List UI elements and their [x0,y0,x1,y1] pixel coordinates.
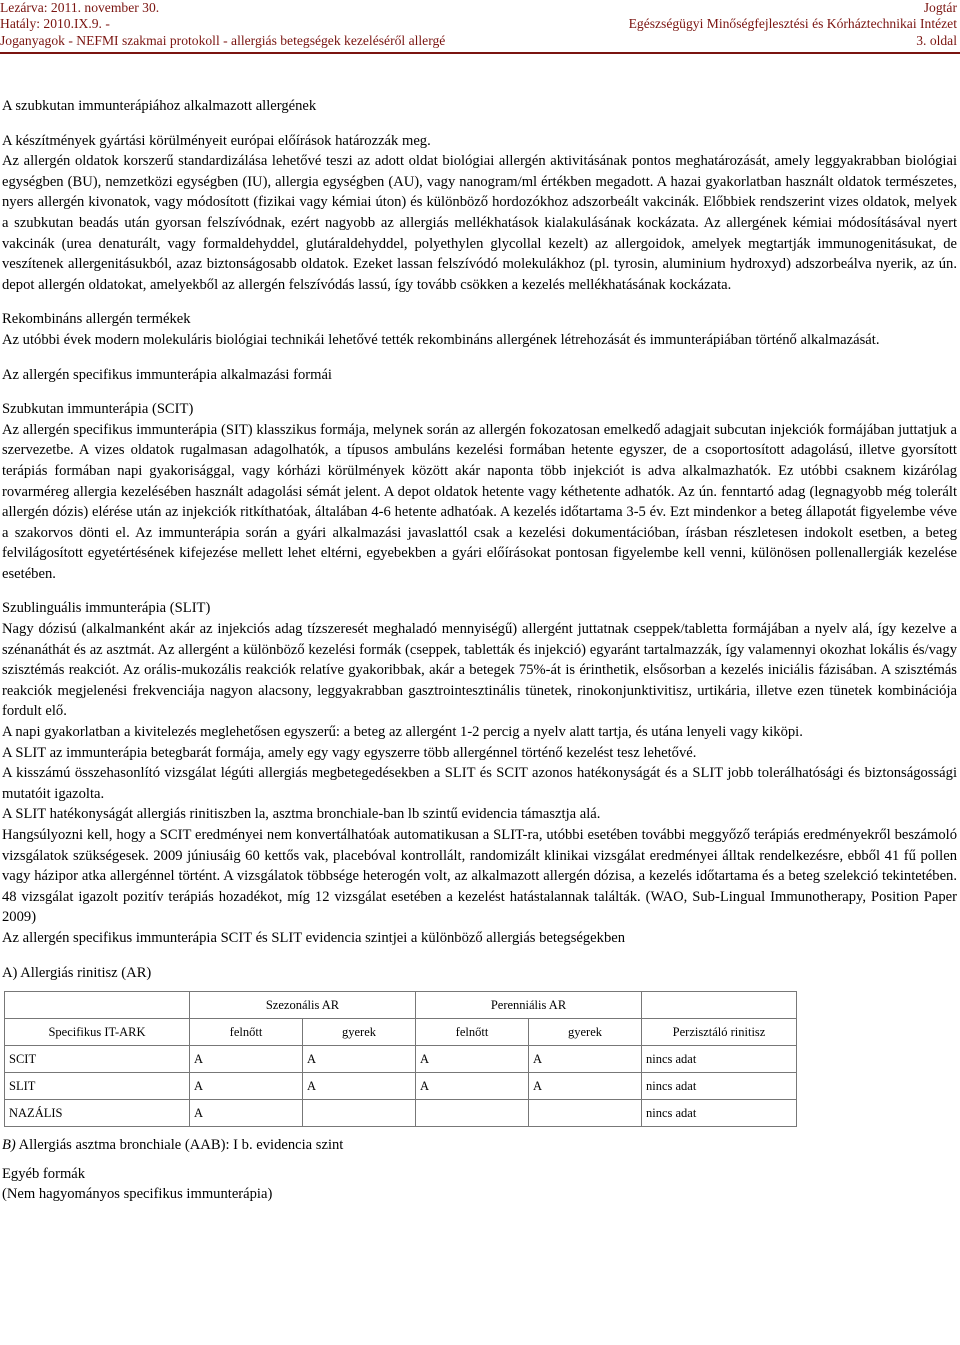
document-body [2,96,957,1205]
table-group-header-seasonal: Szezonális AR [190,992,416,1019]
evidence-table [4,991,797,1127]
table-cell: nincs adat [642,1046,797,1073]
table-cell [5,992,190,1019]
section-title-recombinant: Rekombináns allergén termékek [2,311,191,328]
section-title-allergens: A szubkutan immunterápiához alkalmazott allergének [2,98,317,114]
table-cell: A [416,1073,529,1100]
table-header-row [5,1019,797,1046]
header-divider [0,52,960,54]
header-publisher: Jogtár [923,0,957,15]
table-header-cell: felnőtt [416,1019,529,1046]
paragraph-scit: Az allergén specifikus immunterápia (SIT) klasszikus formája, melynek során az allergén fokozatosan emelkedő adagjait subcutan injekciók formájában juttatjuk a szervezetbe. A vizes oldatok rugalmasan adagolhatók, a típusos ambuláns kezelési formában hetente egyszer, de a csoportosított adagolású, illetve gyorsított terápiás formában napi gyakorisággal, vagy kórházi körülmények között akár naponta több injekciót is adva alkalmazhatók. Ez utóbbi csaknem kizárólag rovarméreg allergia kezelésében használt adagolási sémát jelent. A depot oldatok hetente vagy kéthetente adhatók. Az ún. fenntartó adag (legnagyobb még tolerált allergén dózis) elérése után az injekciók ritkíthatóak, általában 4-6 hetente adhatóak. A kezelés időtartama 3-5 év. Ezt mindenkor a beteg állapotát figyelembe véve a szakorvos dönti el. Az immunterápia során a gyári alkalmazási javaslattól csak a kezelési dokumentációban, írásban részletesen indokolt esetben, a beteg felvilágosított egyetértésének kifejezése mellett lehet eltérni, egyebekben a gyári előírásokat pontosan figyelembe kell venni, különösen pollenallergiák kezelése esetében. [2,421,957,582]
table-cell: SCIT [5,1046,190,1073]
table-cell [416,1100,529,1127]
table-group-header-perennial: Perenniális AR [416,992,642,1019]
table-cell: A [190,1046,303,1073]
table-cell [529,1100,642,1127]
paragraph-slit-patient-friendly: A SLIT az immunterápia betegbarát formája, amely egy vagy egyszerre több allergénnel történő kezelést tesz lehetővé. [2,744,697,761]
header-page-number: 3. oldal [916,33,957,48]
table-cell: SLIT [5,1073,190,1100]
table-cell: NAZÁLIS [5,1100,190,1127]
paragraph-manufacturing: A készítmények gyártási körülményeit európai előírások határozzák meg. [2,132,431,149]
section-title-slit: Szublinguális immunterápia (SLIT) [2,600,211,617]
table-cell: A [416,1046,529,1073]
paragraph-evidence-levels: Az allergén specifikus immunterápia SCIT és SLIT evidencia szintjei a különböző allergiás betegségekben [2,929,626,946]
table-row [5,1073,797,1100]
table-cell: A [303,1073,416,1100]
section-title-scit: Szubkutan immunterápia (SCIT) [2,401,194,418]
paragraph-slit-efficacy: A SLIT hatékonyságát allergiás rinitiszben la, asztma bronchiale-ban lb szintű evidencia támasztja alá. [2,806,601,823]
table-cell: A [529,1073,642,1100]
paragraph-slit-comparison: A kisszámú összehasonlító vizsgálat légúti allergiás megbetegedésekben a SLIT és SCIT azonos hatékonyságát és a SLIT jobb tolerálhatósági és biztonságossági mutatóit igazolta. [2,765,957,802]
header-document-title: Joganyagok - NEFMI szakmai protokoll - allergiás betegségek kezeléséről allergé [0,33,446,48]
paragraph-slit-studies: Hangsúlyozni kell, hogy a SCIT eredményei nem konvertálhatóak automatikusan a SLIT-ra, utóbbi esetében további meggyőző terápiás eredményekről beszámoló vizsgálatok szükségesek. 2009 júniusáig 60 kettős vak, placebóval kontrollált, randomizált klinikai vizsgálat eredményei álltak rendelkezésre, ebből 41 fű pollen vagy házipor atka allergénnel történt. A vizsgálatok többsége heterogén volt, az alkalmazott allergén dózisa, a kezelés időtartama és a beteg szelekció tekintetében. 48 vizsgálat igazolt pozitív terápiás hozadékot, míg 12 vizsgálat esetében a kezelést hatástalannak találták. (WAO, Sub-Lingual Immunotherapy, Position Paper 2009) [2,827,957,926]
section-title-forms: Az allergén specifikus immunterápia alkalmazási formái [2,366,332,383]
table-cell: A [190,1100,303,1127]
asthma-evidence-line [2,1135,957,1156]
table-header-cell: gyerek [529,1019,642,1046]
header-effective-date: Hatály: 2010.IX.9. - [0,16,110,31]
asthma-label-prefix: B) [2,1137,16,1154]
page-header [0,0,960,56]
table-cell: nincs adat [642,1100,797,1127]
table-cell: A [303,1046,416,1073]
table-cell: nincs adat [642,1073,797,1100]
table-header-cell: gyerek [303,1019,416,1046]
header-institute: Egészségügyi Minőségfejlesztési és Kórháztechnikai Intézet [628,16,957,31]
table-header-cell: Specifikus IT-ARK [5,1019,190,1046]
section-title-other-forms: Egyéb formák [2,1165,86,1182]
table-cell [303,1100,416,1127]
table-cell: A [190,1073,303,1100]
table-header-cell: Perzisztáló rinitisz [642,1019,797,1046]
table-row [5,1046,797,1073]
table-header-cell: felnőtt [190,1019,303,1046]
table-cell [642,992,797,1019]
paragraph-recombinant: Az utóbbi évek modern molekuláris biológiai technikái lehetővé tették rekombináns allergének létrehozását és immunterápiában történő alkalmazását. [2,331,880,348]
paragraph-slit-dosage: Nagy dózisú (alkalmanként akár az injekciós adag tízszeresét meghaladó mennyiségű) allergént juttatnak cseppek/tabletta formájában a nyelv alá, így kezelve a szénanáthát és az asztmát. Az allergént a különböző kezelési formák (cseppek, tabletták és injekció) egyaránt tartalmazzák, így valamennyi okozhat lokális és/vagy szisztémás reakciót. Az orális-mukozális reakciók relatíve gyakoribbak, akár a betegek 75%-át is érinthetik, elsősorban a kezelés iniciális fázisában. A szisztémás reakciók megjelenési frekvenciája nagyon alacsony, leggyakrabban gasztrointesztinális tünetek, rinokonjunktivitisz, urtikária, illetve ezen tünetek kombinációja fordult elő. [2,621,957,720]
table-group-header-row [5,992,797,1019]
other-forms-subtitle: (Nem hagyományos specifikus immunterápia) [2,1186,273,1203]
table-row [5,1100,797,1127]
table-cell: A [529,1046,642,1073]
table-caption: A) Allergiás rinitisz (AR) [2,964,152,981]
paragraph-standardization: Az allergén oldatok korszerű standardizálása lehetővé teszi az adott oldat biológiai allergén aktivitásának pontos meghatározását, amely leggyakrabban biológiai egységben (BU), nemzetközi egységben (IU), allergia egységben (AU), vagy nanogram/ml értékben megadott. A hazai gyakorlatban használt oldatok természetes, nyers allergén kivonatok, vagy módosított (fizikai vagy kémiai úton) és különböző hordozókhoz adszorbeált vakcinák. Előbbiek rendszerint vizes oldatok, melyek a szubkutan beadás után gyorsan felszívódnak, ezért nagyobb az allergiás mellékhatások kialakulásának kockázata. Az allergének kémiai módosításával nyert vakcinák (urea denaturált, vagy formaldehyddel, glutáraldehyddel, polyethylen glycollal kezelt) az allergoidok, amelyek megtartják immunogenitásukat, de veszítenek allergenitásukból, azaz biztonságosabb oldatok. Ezeket lassan felszívódó molekulákhoz (pl. tyrosin, aluminium hydroxyd) adszorbeálva nyerik, az ún. depot allergén oldatokat, amelyekből az allergén felszívódás lassú, így tovább csökken a kezelés mellékhatásának kockázata. [2,153,957,293]
asthma-label-text: Allergiás asztma bronchiale (AAB): I b. evidencia szint [15,1137,344,1154]
header-closed-date: Lezárva: 2011. november 30. [0,0,160,15]
paragraph-slit-practice: A napi gyakorlatban a kivitelezés meglehetősen egyszerű: a beteg az allergént 1-2 percig a nyelv alatt tartja, és utána lenyeli vagy kiköpi. [2,724,803,741]
